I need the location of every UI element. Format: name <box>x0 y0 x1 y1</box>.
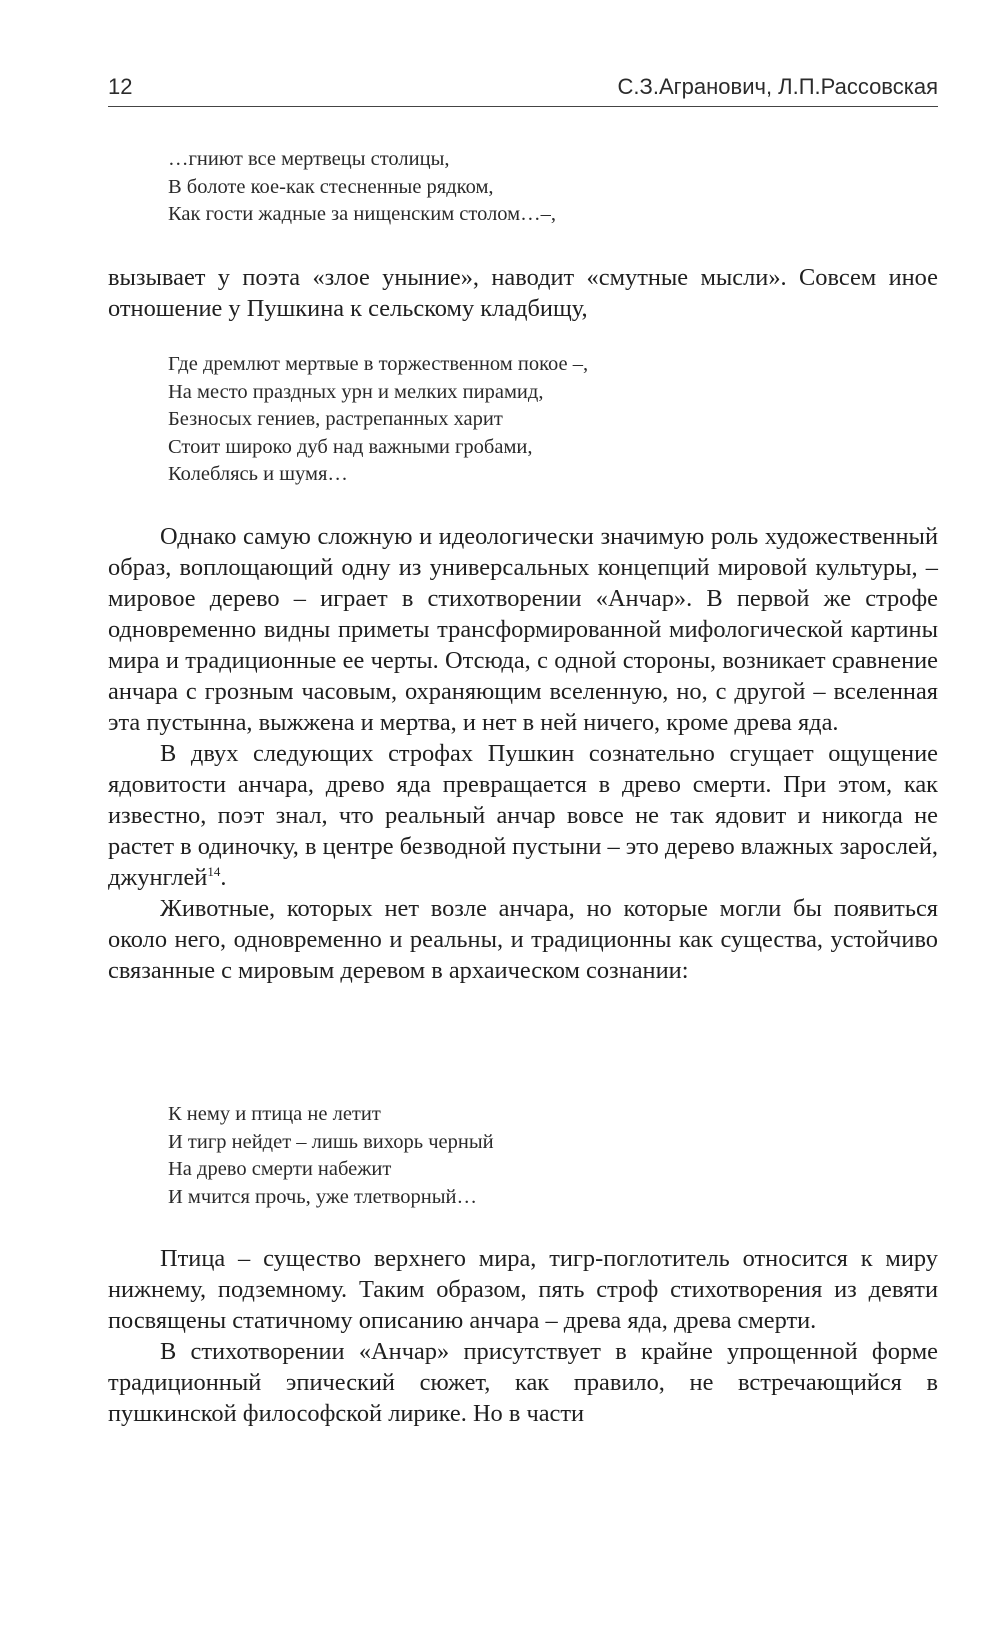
paragraph-1 <box>108 262 938 324</box>
footnote-ref[interactable]: 14 <box>207 863 221 879</box>
main-text-block-2 <box>108 1243 938 1429</box>
verse-line: Колеблясь и шумя… <box>168 463 348 485</box>
running-header-authors: С.З.Агранович, Л.П.Рассовская <box>617 74 938 99</box>
verse-line: К нему и птица не летит <box>168 1103 381 1125</box>
page-number: 12 <box>108 74 133 99</box>
paragraph-text: В двух следующих строфах Пушкин сознательно сгущает ощущение ядовитости анчара, древо яда превращается в древо смерти. При этом, как известно, поэт знал, что реальный анчар вовсе не так ядовит и никогда не растет в одиночку, в центре безводной пустыни – это дерево влажных зарослей, джунглей <box>108 740 938 891</box>
verse-line: На место праздных урн и мелких пирамид, <box>168 380 544 403</box>
verse-quote-3 <box>168 1101 494 1211</box>
paragraph-6: В стихотворении «Анчар» присутствует в крайне упрощенной форме традиционный эпический сюжет, как правило, не встречающийся в пушкинской философской лирике. Но в части <box>108 1338 938 1427</box>
paragraph-4: Животные, которых нет возле анчара, но которые могли бы появиться около него, одновременно и реальны, и традиционны как существа, устойчиво связанные с мировым деревом в архаическом сознании: <box>108 895 938 984</box>
verse-line: В болоте кое-как стесненные рядком, <box>168 175 494 198</box>
paragraph-2: Однако самую сложную и идеологически значимую роль художественный образ, воплощающий одну из универсальных концепций мировой культуры, – мировое дерево – играет в стихотворении «Анчар». В первой же строфе одновременно видны приметы трансформированной мифологической картины мира и традиционные ее черты. Отсюда, с одной стороны, возникает сравнение анчара с грозным часовым, охраняющим вселенную, но, с другой – вселенная эта пустынна, выжжена и мертва, и нет в ней ничего, кроме древа яда. <box>108 523 938 736</box>
verse-line: Где дремлют мертвые в торжественном покое –, <box>168 353 589 375</box>
verse-line: На древо смерти набежит <box>168 1158 392 1180</box>
paragraph-3: В двух следующих строфах Пушкин сознательно сгущает ощущение ядовитости анчара, древо яда превращается в древо смерти. При этом, как известно, поэт знал, что реальный анчар вовсе не так ядовит и никогда не растет в одиночку, в центре безводной пустыни – это дерево влажных зарослей, джунглей$^{14}$. <box>108 740 938 891</box>
paragraph-text: вызывает у поэта «злое уныние», наводит «смутные мысли». Совсем иное отношение у Пушкина к сельскому кладбищу, <box>108 264 938 322</box>
verse-quote-2 <box>168 351 588 489</box>
verse-line: Как гости жадные за нищенским столом…–, <box>168 203 557 225</box>
verse-line: И мчится прочь, уже тлетворный… <box>168 1185 477 1208</box>
verse-quote-1 <box>168 146 556 229</box>
running-header <box>108 70 938 107</box>
main-text-block-1 <box>108 521 938 986</box>
verse-line: Безносых гениев, растрепанных харит <box>168 408 503 430</box>
verse-line: …гниют все мертвецы столицы, <box>168 148 450 170</box>
verse-line: И тигр нейдет – лишь вихорь черный <box>168 1130 494 1153</box>
paragraph-5: Птица – существо верхнего мира, тигр-поглотитель относится к миру нижнему, подземному. Таким образом, пять строф стихотворения из девяти посвящены статичному описанию анчара – древа яда, древа смерти. <box>108 1245 938 1334</box>
verse-line: Стоит широко дуб над важными гробами, <box>168 435 533 458</box>
